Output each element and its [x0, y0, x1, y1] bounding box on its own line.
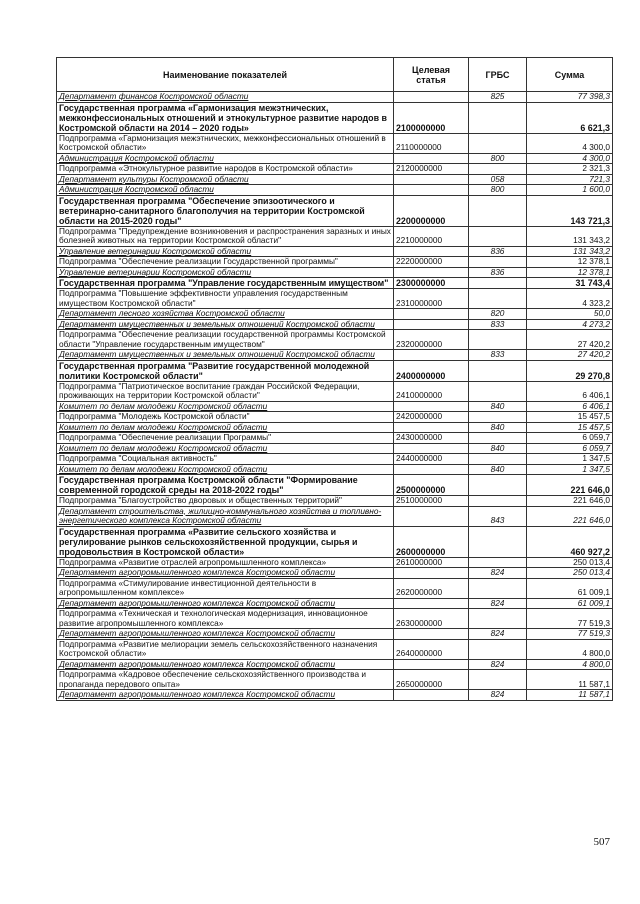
target-article-cell: 2430000000 — [394, 433, 469, 444]
name-cell: Государственная программа "Управление государственным имуществом" — [57, 278, 394, 289]
sum-cell: 131 343,2 — [527, 246, 613, 257]
department-row — [57, 690, 613, 701]
grbs-cell: 825 — [469, 92, 527, 103]
subprogram-row — [57, 454, 613, 465]
target-article-cell: 2310000000 — [394, 289, 469, 309]
sum-cell: 250 013,4 — [527, 557, 613, 568]
name-cell: Департамент агропромышленного комплекса Костромской области — [57, 659, 394, 670]
target-article-cell — [394, 659, 469, 670]
sum-cell: 131 343,2 — [527, 226, 613, 246]
target-article-cell — [394, 319, 469, 330]
sum-cell: 31 743,4 — [527, 278, 613, 289]
name-cell: Департамент финансов Костромской области — [57, 92, 394, 103]
sum-cell: 6 059,7 — [527, 443, 613, 454]
name-cell: Управление ветеринарии Костромской области — [57, 246, 394, 257]
department-row — [57, 246, 613, 257]
department-row — [57, 464, 613, 475]
grbs-cell — [469, 195, 527, 226]
target-article-cell: 2210000000 — [394, 226, 469, 246]
department-row — [57, 443, 613, 454]
sum-cell: 460 927,2 — [527, 526, 613, 557]
name-cell: Департамент строительства, жилищно-коммунального хозяйства и топливно-энергетического комплекса Костромской области — [57, 506, 394, 526]
name-cell: Комитет по делам молодежи Костромской области — [57, 464, 394, 475]
grbs-cell: 840 — [469, 443, 527, 454]
target-article-cell: 2320000000 — [394, 330, 469, 350]
page-number: 507 — [593, 836, 610, 848]
sum-cell: 6 621,3 — [527, 102, 613, 133]
sum-cell: 221 646,0 — [527, 475, 613, 496]
target-article-cell — [394, 309, 469, 320]
grbs-cell: 836 — [469, 246, 527, 257]
department-row — [57, 401, 613, 412]
name-cell: Подпрограмма «Техническая и технологическая модернизация, инновационное развитие агропромышленного комплекса» — [57, 609, 394, 629]
subprogram-row — [57, 496, 613, 507]
sum-cell: 15 457,5 — [527, 422, 613, 433]
subprogram-row — [57, 609, 613, 629]
target-article-cell — [394, 629, 469, 640]
subprogram-row — [57, 557, 613, 568]
department-row — [57, 92, 613, 103]
subprogram-row — [57, 670, 613, 690]
sum-cell: 4 300,0 — [527, 133, 613, 153]
sum-cell: 77 519,3 — [527, 609, 613, 629]
sum-cell: 6 406,1 — [527, 381, 613, 401]
grbs-cell: 800 — [469, 153, 527, 164]
sum-cell: 11 587,1 — [527, 670, 613, 690]
grbs-cell — [469, 557, 527, 568]
name-cell: Подпрограмма "Обеспечение реализации государственной программы Костромской области "Управление государственным имуществом" — [57, 330, 394, 350]
name-cell: Подпрограмма «Развитие отраслей агропромышленного комплекса» — [57, 557, 394, 568]
name-cell: Подпрограмма «Гармонизация межэтнических, межконфессиональных отношений в Костромской области» — [57, 133, 394, 153]
header-target-article: Целевая статья — [394, 58, 469, 92]
sum-cell: 6 406,1 — [527, 401, 613, 412]
sum-cell: 4 800,0 — [527, 639, 613, 659]
sum-cell: 721,3 — [527, 174, 613, 185]
program-row — [57, 195, 613, 226]
name-cell: Государственная программа Костромской области "Формирование современной городской среды на 2018-2022 годы" — [57, 475, 394, 496]
grbs-cell — [469, 639, 527, 659]
grbs-cell: 824 — [469, 690, 527, 701]
subprogram-row — [57, 639, 613, 659]
sum-cell: 15 457,5 — [527, 412, 613, 423]
grbs-cell — [469, 454, 527, 465]
department-row — [57, 422, 613, 433]
name-cell: Подпрограмма "Обеспечение реализации Программы" — [57, 433, 394, 444]
target-article-cell — [394, 443, 469, 454]
subprogram-row — [57, 433, 613, 444]
grbs-cell — [469, 526, 527, 557]
department-row — [57, 153, 613, 164]
department-row — [57, 506, 613, 526]
target-article-cell: 2110000000 — [394, 133, 469, 153]
name-cell: Подпрограмма «Стимулирование инвестиционной деятельности в агропромышленном комплексе» — [57, 578, 394, 598]
grbs-cell — [469, 102, 527, 133]
sum-cell: 221 646,0 — [527, 496, 613, 507]
sum-cell: 27 420,2 — [527, 350, 613, 361]
target-article-cell — [394, 598, 469, 609]
target-article-cell — [394, 350, 469, 361]
grbs-cell — [469, 133, 527, 153]
grbs-cell — [469, 475, 527, 496]
grbs-cell: 836 — [469, 267, 527, 278]
name-cell: Департамент лесного хозяйства Костромской области — [57, 309, 394, 320]
grbs-cell: 840 — [469, 422, 527, 433]
name-cell: Подпрограмма "Повышение эффективности управления государственным имуществом Костромской области" — [57, 289, 394, 309]
name-cell: Государственная программа "Обеспечение эпизоотического и ветеринарно-санитарного благополучия на территории Костромской области на 2015-2020 годы" — [57, 195, 394, 226]
sum-cell: 11 587,1 — [527, 690, 613, 701]
program-row — [57, 278, 613, 289]
sum-cell: 1 347,5 — [527, 464, 613, 475]
name-cell: Департамент агропромышленного комплекса Костромской области — [57, 568, 394, 579]
program-row — [57, 102, 613, 133]
grbs-cell: 800 — [469, 185, 527, 196]
header-row — [57, 58, 613, 92]
target-article-cell: 2220000000 — [394, 257, 469, 268]
target-article-cell: 2600000000 — [394, 526, 469, 557]
sum-cell: 4 323,2 — [527, 289, 613, 309]
sum-cell: 1 347,5 — [527, 454, 613, 465]
department-row — [57, 174, 613, 185]
target-article-cell: 2620000000 — [394, 578, 469, 598]
sum-cell: 1 600,0 — [527, 185, 613, 196]
sum-cell: 4 300,0 — [527, 153, 613, 164]
department-row — [57, 598, 613, 609]
budget-table — [56, 57, 613, 701]
grbs-cell — [469, 164, 527, 175]
name-cell: Администрация Костромской области — [57, 153, 394, 164]
name-cell: Подпрограмма «Этнокультурное развитие народов в Костромской области» — [57, 164, 394, 175]
grbs-cell — [469, 609, 527, 629]
sum-cell: 6 059,7 — [527, 433, 613, 444]
target-article-cell: 2300000000 — [394, 278, 469, 289]
name-cell: Администрация Костромской области — [57, 185, 394, 196]
target-article-cell — [394, 174, 469, 185]
name-cell: Комитет по делам молодежи Костромской области — [57, 401, 394, 412]
target-article-cell: 2120000000 — [394, 164, 469, 175]
grbs-cell — [469, 496, 527, 507]
grbs-cell — [469, 433, 527, 444]
department-row — [57, 629, 613, 640]
target-article-cell — [394, 267, 469, 278]
grbs-cell: 820 — [469, 309, 527, 320]
subprogram-row — [57, 164, 613, 175]
department-row — [57, 319, 613, 330]
department-row — [57, 350, 613, 361]
grbs-cell — [469, 226, 527, 246]
name-cell: Подпрограмма "Обеспечение реализации Государственной программы" — [57, 257, 394, 268]
grbs-cell — [469, 330, 527, 350]
target-article-cell — [394, 401, 469, 412]
target-article-cell: 2100000000 — [394, 102, 469, 133]
name-cell: Управление ветеринарии Костромской области — [57, 267, 394, 278]
name-cell: Подпрограмма «Кадровое обеспечение сельскохозяйственного производства и пропаганда передового опыта» — [57, 670, 394, 690]
name-cell: Департамент агропромышленного комплекса Костромской области — [57, 598, 394, 609]
sum-cell: 77 519,3 — [527, 629, 613, 640]
target-article-cell: 2500000000 — [394, 475, 469, 496]
name-cell: Государственная программа «Гармонизация межэтнических, межконфессиональных отношений и этнокультурное развитие народов в Костромской области на 2014 – 2020 годы» — [57, 102, 394, 133]
department-row — [57, 568, 613, 579]
name-cell: Государственная программа "Развитие государственной молодежной политики Костромской области" — [57, 360, 394, 381]
grbs-cell — [469, 670, 527, 690]
sum-cell: 61 009,1 — [527, 598, 613, 609]
target-article-cell: 2630000000 — [394, 609, 469, 629]
department-row — [57, 659, 613, 670]
department-row — [57, 185, 613, 196]
name-cell: Государственная программа «Развитие сельского хозяйства и регулирование рынков сельскохозяйственной продукции, сырья и продовольствия в Костромской области» — [57, 526, 394, 557]
subprogram-row — [57, 381, 613, 401]
grbs-cell: 824 — [469, 598, 527, 609]
subprogram-row — [57, 412, 613, 423]
header-grbs: ГРБС — [469, 58, 527, 92]
subprogram-row — [57, 289, 613, 309]
target-article-cell — [394, 464, 469, 475]
sum-cell: 143 721,3 — [527, 195, 613, 226]
target-article-cell: 2420000000 — [394, 412, 469, 423]
target-article-cell — [394, 92, 469, 103]
sum-cell: 77 398,3 — [527, 92, 613, 103]
target-article-cell: 2200000000 — [394, 195, 469, 226]
subprogram-row — [57, 330, 613, 350]
target-article-cell: 2650000000 — [394, 670, 469, 690]
header-name: Наименование показателей — [57, 58, 394, 92]
subprogram-row — [57, 226, 613, 246]
target-article-cell: 2440000000 — [394, 454, 469, 465]
grbs-cell — [469, 381, 527, 401]
sum-cell: 221 646,0 — [527, 506, 613, 526]
target-article-cell — [394, 246, 469, 257]
grbs-cell: 058 — [469, 174, 527, 185]
name-cell: Департамент агропромышленного комплекса Костромской области — [57, 690, 394, 701]
department-row — [57, 309, 613, 320]
sum-cell: 250 013,4 — [527, 568, 613, 579]
target-article-cell: 2510000000 — [394, 496, 469, 507]
sum-cell: 50,0 — [527, 309, 613, 320]
grbs-cell: 824 — [469, 629, 527, 640]
name-cell: Подпрограмма "Благоустройство дворовых и общественных территорий" — [57, 496, 394, 507]
grbs-cell — [469, 412, 527, 423]
target-article-cell — [394, 690, 469, 701]
header-sum: Сумма — [527, 58, 613, 92]
target-article-cell — [394, 422, 469, 433]
grbs-cell: 824 — [469, 659, 527, 670]
grbs-cell: 840 — [469, 401, 527, 412]
grbs-cell — [469, 578, 527, 598]
sum-cell: 27 420,2 — [527, 330, 613, 350]
target-article-cell: 2610000000 — [394, 557, 469, 568]
subprogram-row — [57, 578, 613, 598]
sum-cell: 2 321,3 — [527, 164, 613, 175]
name-cell: Департамент имущественных и земельных отношений Костромской области — [57, 319, 394, 330]
name-cell: Подпрограмма "Патриотическое воспитание граждан Российской Федерации, проживающих на территории Костромской области" — [57, 381, 394, 401]
name-cell: Комитет по делам молодежи Костромской области — [57, 422, 394, 433]
sum-cell: 12 378,1 — [527, 257, 613, 268]
grbs-cell: 840 — [469, 464, 527, 475]
target-article-cell — [394, 185, 469, 196]
sum-cell: 29 270,8 — [527, 360, 613, 381]
sum-cell: 4 800,0 — [527, 659, 613, 670]
target-article-cell: 2640000000 — [394, 639, 469, 659]
grbs-cell — [469, 360, 527, 381]
program-row — [57, 526, 613, 557]
sum-cell: 61 009,1 — [527, 578, 613, 598]
target-article-cell: 2410000000 — [394, 381, 469, 401]
program-row — [57, 360, 613, 381]
name-cell: Подпрограмма «Развитие мелиорации земель сельскохозяйственного назначения Костромской области» — [57, 639, 394, 659]
target-article-cell — [394, 506, 469, 526]
subprogram-row — [57, 133, 613, 153]
sum-cell: 4 273,2 — [527, 319, 613, 330]
name-cell: Подпрограмма "Социальная активность" — [57, 454, 394, 465]
target-article-cell — [394, 153, 469, 164]
name-cell: Комитет по делам молодежи Костромской области — [57, 443, 394, 454]
grbs-cell: 833 — [469, 350, 527, 361]
name-cell: Департамент культуры Костромской области — [57, 174, 394, 185]
grbs-cell: 824 — [469, 568, 527, 579]
table-header — [57, 58, 613, 92]
grbs-cell — [469, 278, 527, 289]
target-article-cell — [394, 568, 469, 579]
name-cell: Департамент агропромышленного комплекса Костромской области — [57, 629, 394, 640]
table-body — [57, 92, 613, 701]
target-article-cell: 2400000000 — [394, 360, 469, 381]
sum-cell: 12 378,1 — [527, 267, 613, 278]
grbs-cell — [469, 289, 527, 309]
grbs-cell: 833 — [469, 319, 527, 330]
program-row — [57, 475, 613, 496]
name-cell: Подпрограмма "Молодежь Костромской области" — [57, 412, 394, 423]
name-cell: Департамент имущественных и земельных отношений Костромской области — [57, 350, 394, 361]
name-cell: Подпрограмма "Предупреждение возникновения и распространения заразных и иных болезней животных на территории Костромской области" — [57, 226, 394, 246]
grbs-cell — [469, 257, 527, 268]
department-row — [57, 267, 613, 278]
subprogram-row — [57, 257, 613, 268]
grbs-cell: 843 — [469, 506, 527, 526]
